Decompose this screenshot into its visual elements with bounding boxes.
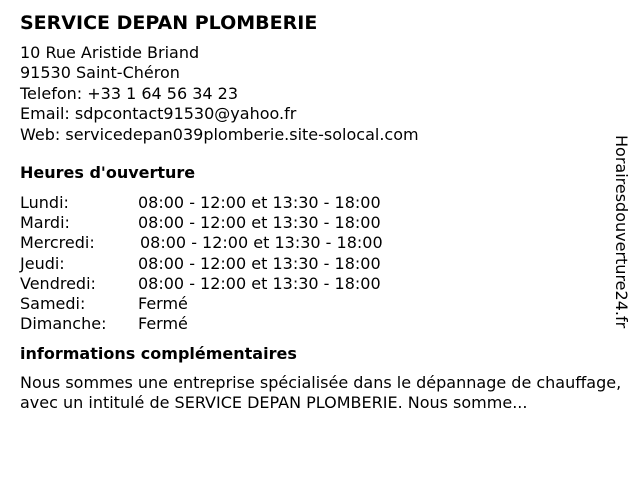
- day-hours: Fermé: [138, 314, 188, 334]
- day-hours: 08:00 - 12:00 et 13:30 - 18:00: [140, 233, 383, 253]
- hours-row-sunday: [20, 314, 610, 334]
- day-label: Lundi:: [20, 192, 69, 212]
- phone-number: Telefon: +33 1 64 56 34 23: [20, 83, 239, 103]
- day-hours: 08:00 - 12:00 et 13:30 - 18:00: [138, 192, 381, 212]
- city: 91530 Saint-Chéron: [20, 63, 180, 83]
- hours-row-thursday: [20, 254, 610, 274]
- day-label: Mardi:: [20, 213, 70, 233]
- additional-info-heading: informations complémentaires: [20, 344, 297, 364]
- hours-row-wednesday: [20, 233, 610, 253]
- day-label: Vendredi:: [20, 273, 96, 293]
- email-address: Email: sdpcontact91530@yahoo.fr: [20, 104, 297, 124]
- day-hours: Fermé: [138, 293, 188, 313]
- day-label: Jeudi:: [20, 253, 65, 273]
- day-hours: 08:00 - 12:00 et 13:30 - 18:00: [138, 273, 381, 293]
- day-hours: 08:00 - 12:00 et 13:30 - 18:00: [138, 253, 381, 273]
- street-address: 10 Rue Aristide Briand: [20, 43, 200, 62]
- website: Web: servicedepan039plomberie.site-solocal.com: [20, 124, 419, 144]
- day-label: Mercredi:: [20, 233, 95, 253]
- hours-row-tuesday: [20, 213, 610, 233]
- opening-hours-table: [20, 193, 610, 334]
- description-text: Nous sommes une entreprise spécialisée dans le dépannage de chauffage, avec un intitulé de SERVICE DEPAN PLOMBERIE. Nous somme...: [20, 373, 622, 413]
- day-label: Samedi:: [20, 293, 86, 313]
- site-watermark: Horairesdouverture24.fr: [612, 135, 631, 329]
- opening-hours-heading: Heures d'ouverture: [20, 162, 196, 182]
- business-name: SERVICE DEPAN PLOMBERIE: [20, 12, 318, 34]
- day-hours: 08:00 - 12:00 et 13:30 - 18:00: [138, 213, 381, 233]
- day-label: Dimanche:: [20, 314, 107, 334]
- hours-row-saturday: [20, 294, 610, 314]
- contact-block: [20, 43, 610, 145]
- hours-row-monday: [20, 193, 610, 213]
- hours-row-friday: [20, 274, 610, 294]
